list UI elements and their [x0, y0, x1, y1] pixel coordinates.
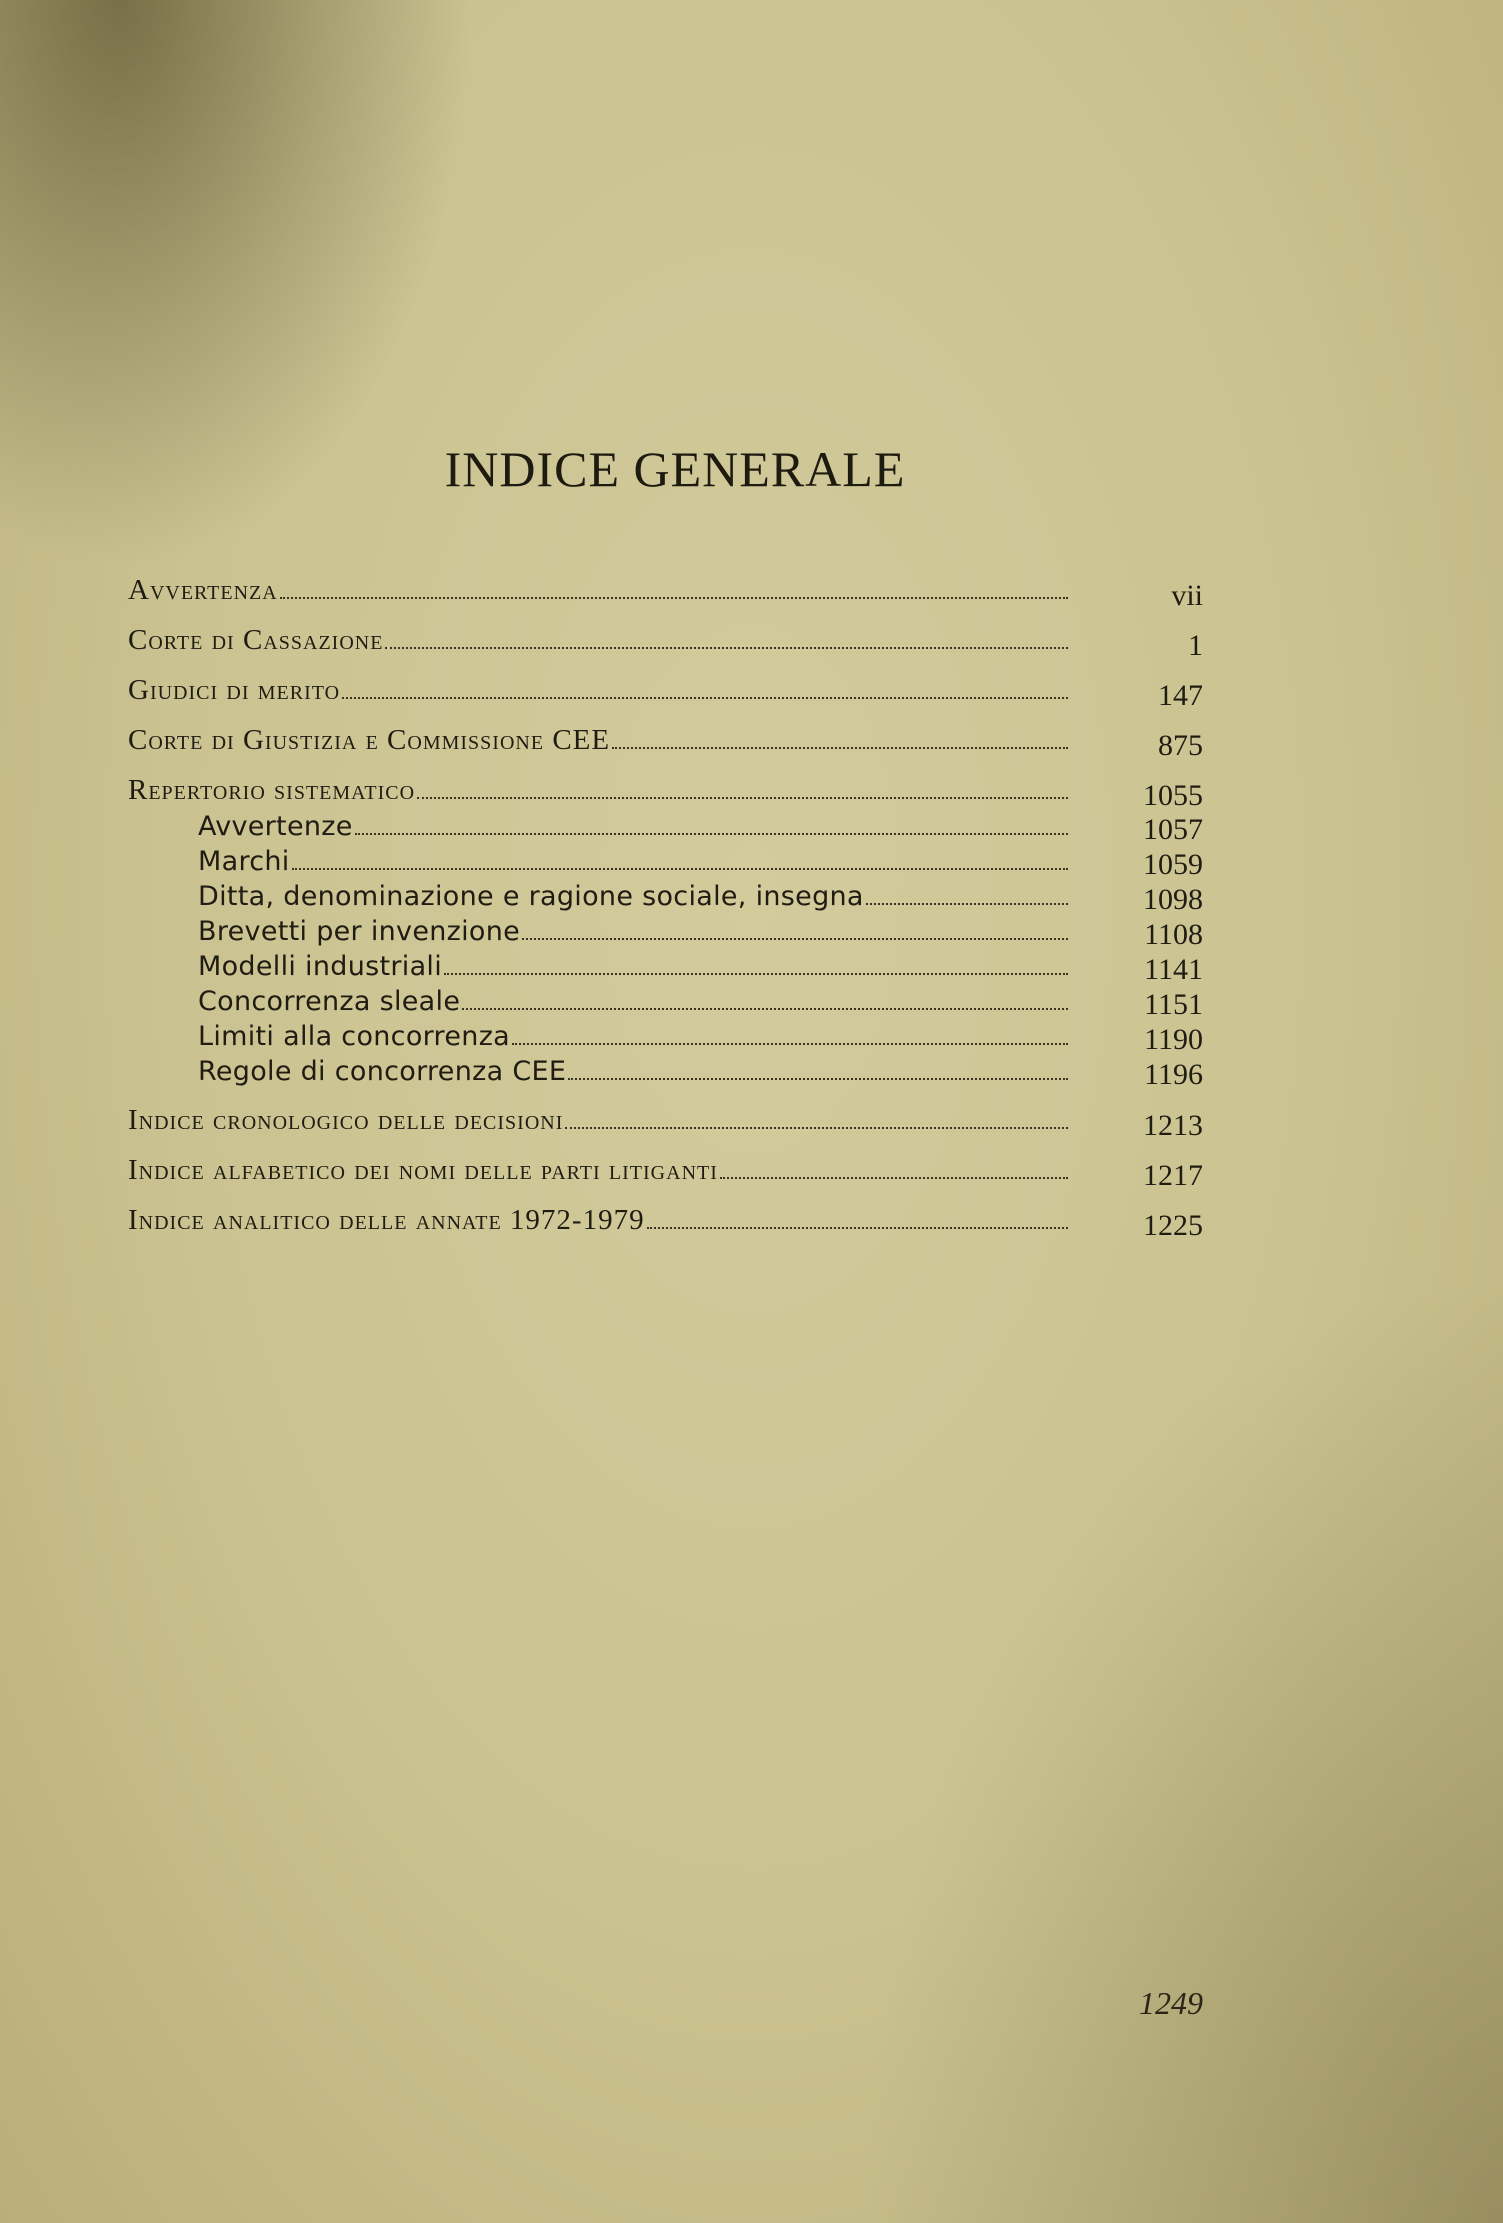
toc-subentry-label: Brevetti per invenzione	[198, 916, 521, 947]
toc-subentry	[128, 811, 1203, 846]
dot-leader	[568, 1077, 1068, 1080]
toc-entry-label: Corte di Cassazione	[128, 624, 384, 656]
toc-entry-page: 875	[1158, 729, 1203, 762]
dot-leader	[444, 972, 1068, 975]
dot-leader	[612, 746, 1068, 749]
toc-entry-label: Avvertenza	[128, 574, 278, 606]
toc-entry	[128, 1105, 1203, 1141]
toc-entry-page: 1217	[1143, 1159, 1203, 1192]
toc-entry-page: vii	[1171, 579, 1203, 612]
dot-leader	[417, 796, 1068, 799]
toc-subentry	[128, 846, 1203, 881]
toc-entry-page: 1055	[1143, 779, 1203, 812]
dot-leader	[866, 902, 1068, 905]
table-of-contents	[128, 575, 1203, 1241]
toc-subentry-page: 1098	[1143, 883, 1203, 916]
dot-leader	[385, 646, 1068, 649]
toc-subentry-page: 1151	[1144, 988, 1203, 1021]
toc-entry-label: Indice analitico delle annate 1972-1979	[128, 1204, 645, 1236]
dot-leader	[292, 867, 1068, 870]
page-number: 1249	[1139, 1985, 1203, 2021]
toc-subentry-page: 1190	[1144, 1023, 1203, 1056]
toc-subentry-label: Limiti alla concorrenza	[198, 1021, 511, 1052]
toc-subentry	[128, 916, 1203, 951]
toc-entry	[128, 575, 1203, 611]
toc-entry-page: 1213	[1143, 1109, 1203, 1142]
dot-leader	[512, 1042, 1068, 1045]
toc-entry	[128, 1155, 1203, 1191]
toc-subentry-label: Concorrenza sleale	[198, 986, 461, 1017]
toc-entry-label: Corte di Giustizia e Commissione CEE	[128, 724, 611, 756]
toc-entry-label: Indice alfabetico dei nomi delle parti litiganti	[128, 1154, 718, 1186]
toc-subentry-label: Ditta, denominazione e ragione sociale, insegna	[198, 881, 864, 912]
dot-leader	[522, 937, 1068, 940]
toc-subentry-label: Regole di concorrenza CEE	[198, 1056, 567, 1087]
toc-subentry	[128, 986, 1203, 1021]
dot-leader	[355, 832, 1068, 835]
toc-subentry-label: Avvertenze	[198, 811, 353, 842]
toc-entry	[128, 775, 1203, 811]
toc-subentry	[128, 1021, 1203, 1056]
toc-entry	[128, 1205, 1203, 1241]
toc-subentry-label: Marchi	[198, 846, 290, 877]
toc-entry-label: Indice cronologico delle decisioni	[128, 1104, 564, 1136]
toc-entry-label: Repertorio sistematico	[128, 774, 416, 806]
dot-leader	[565, 1126, 1068, 1129]
dot-leader	[720, 1176, 1068, 1179]
toc-subentry-page: 1196	[1144, 1058, 1203, 1091]
toc-subentry	[128, 881, 1203, 916]
toc-subentry-page: 1108	[1144, 918, 1203, 951]
toc-entry-page: 147	[1158, 679, 1203, 712]
toc-entry	[128, 675, 1203, 711]
dot-leader	[342, 696, 1068, 699]
toc-entry-page: 1	[1188, 629, 1203, 662]
toc-entry	[128, 625, 1203, 661]
page-title: INDICE GENERALE	[444, 441, 906, 497]
toc-subentry-page: 1141	[1144, 953, 1203, 986]
toc-entry	[128, 725, 1203, 761]
toc-subentry	[128, 1056, 1203, 1091]
toc-subentry-label: Modelli industriali	[198, 951, 443, 982]
toc-subentry	[128, 951, 1203, 986]
dot-leader	[462, 1007, 1068, 1010]
toc-subentry-page: 1057	[1143, 813, 1203, 846]
toc-entry-page: 1225	[1143, 1209, 1203, 1242]
toc-subentry-page: 1059	[1143, 848, 1203, 881]
dot-leader	[647, 1226, 1068, 1229]
dot-leader	[280, 596, 1068, 599]
toc-entry-label: Giudici di merito	[128, 674, 341, 706]
